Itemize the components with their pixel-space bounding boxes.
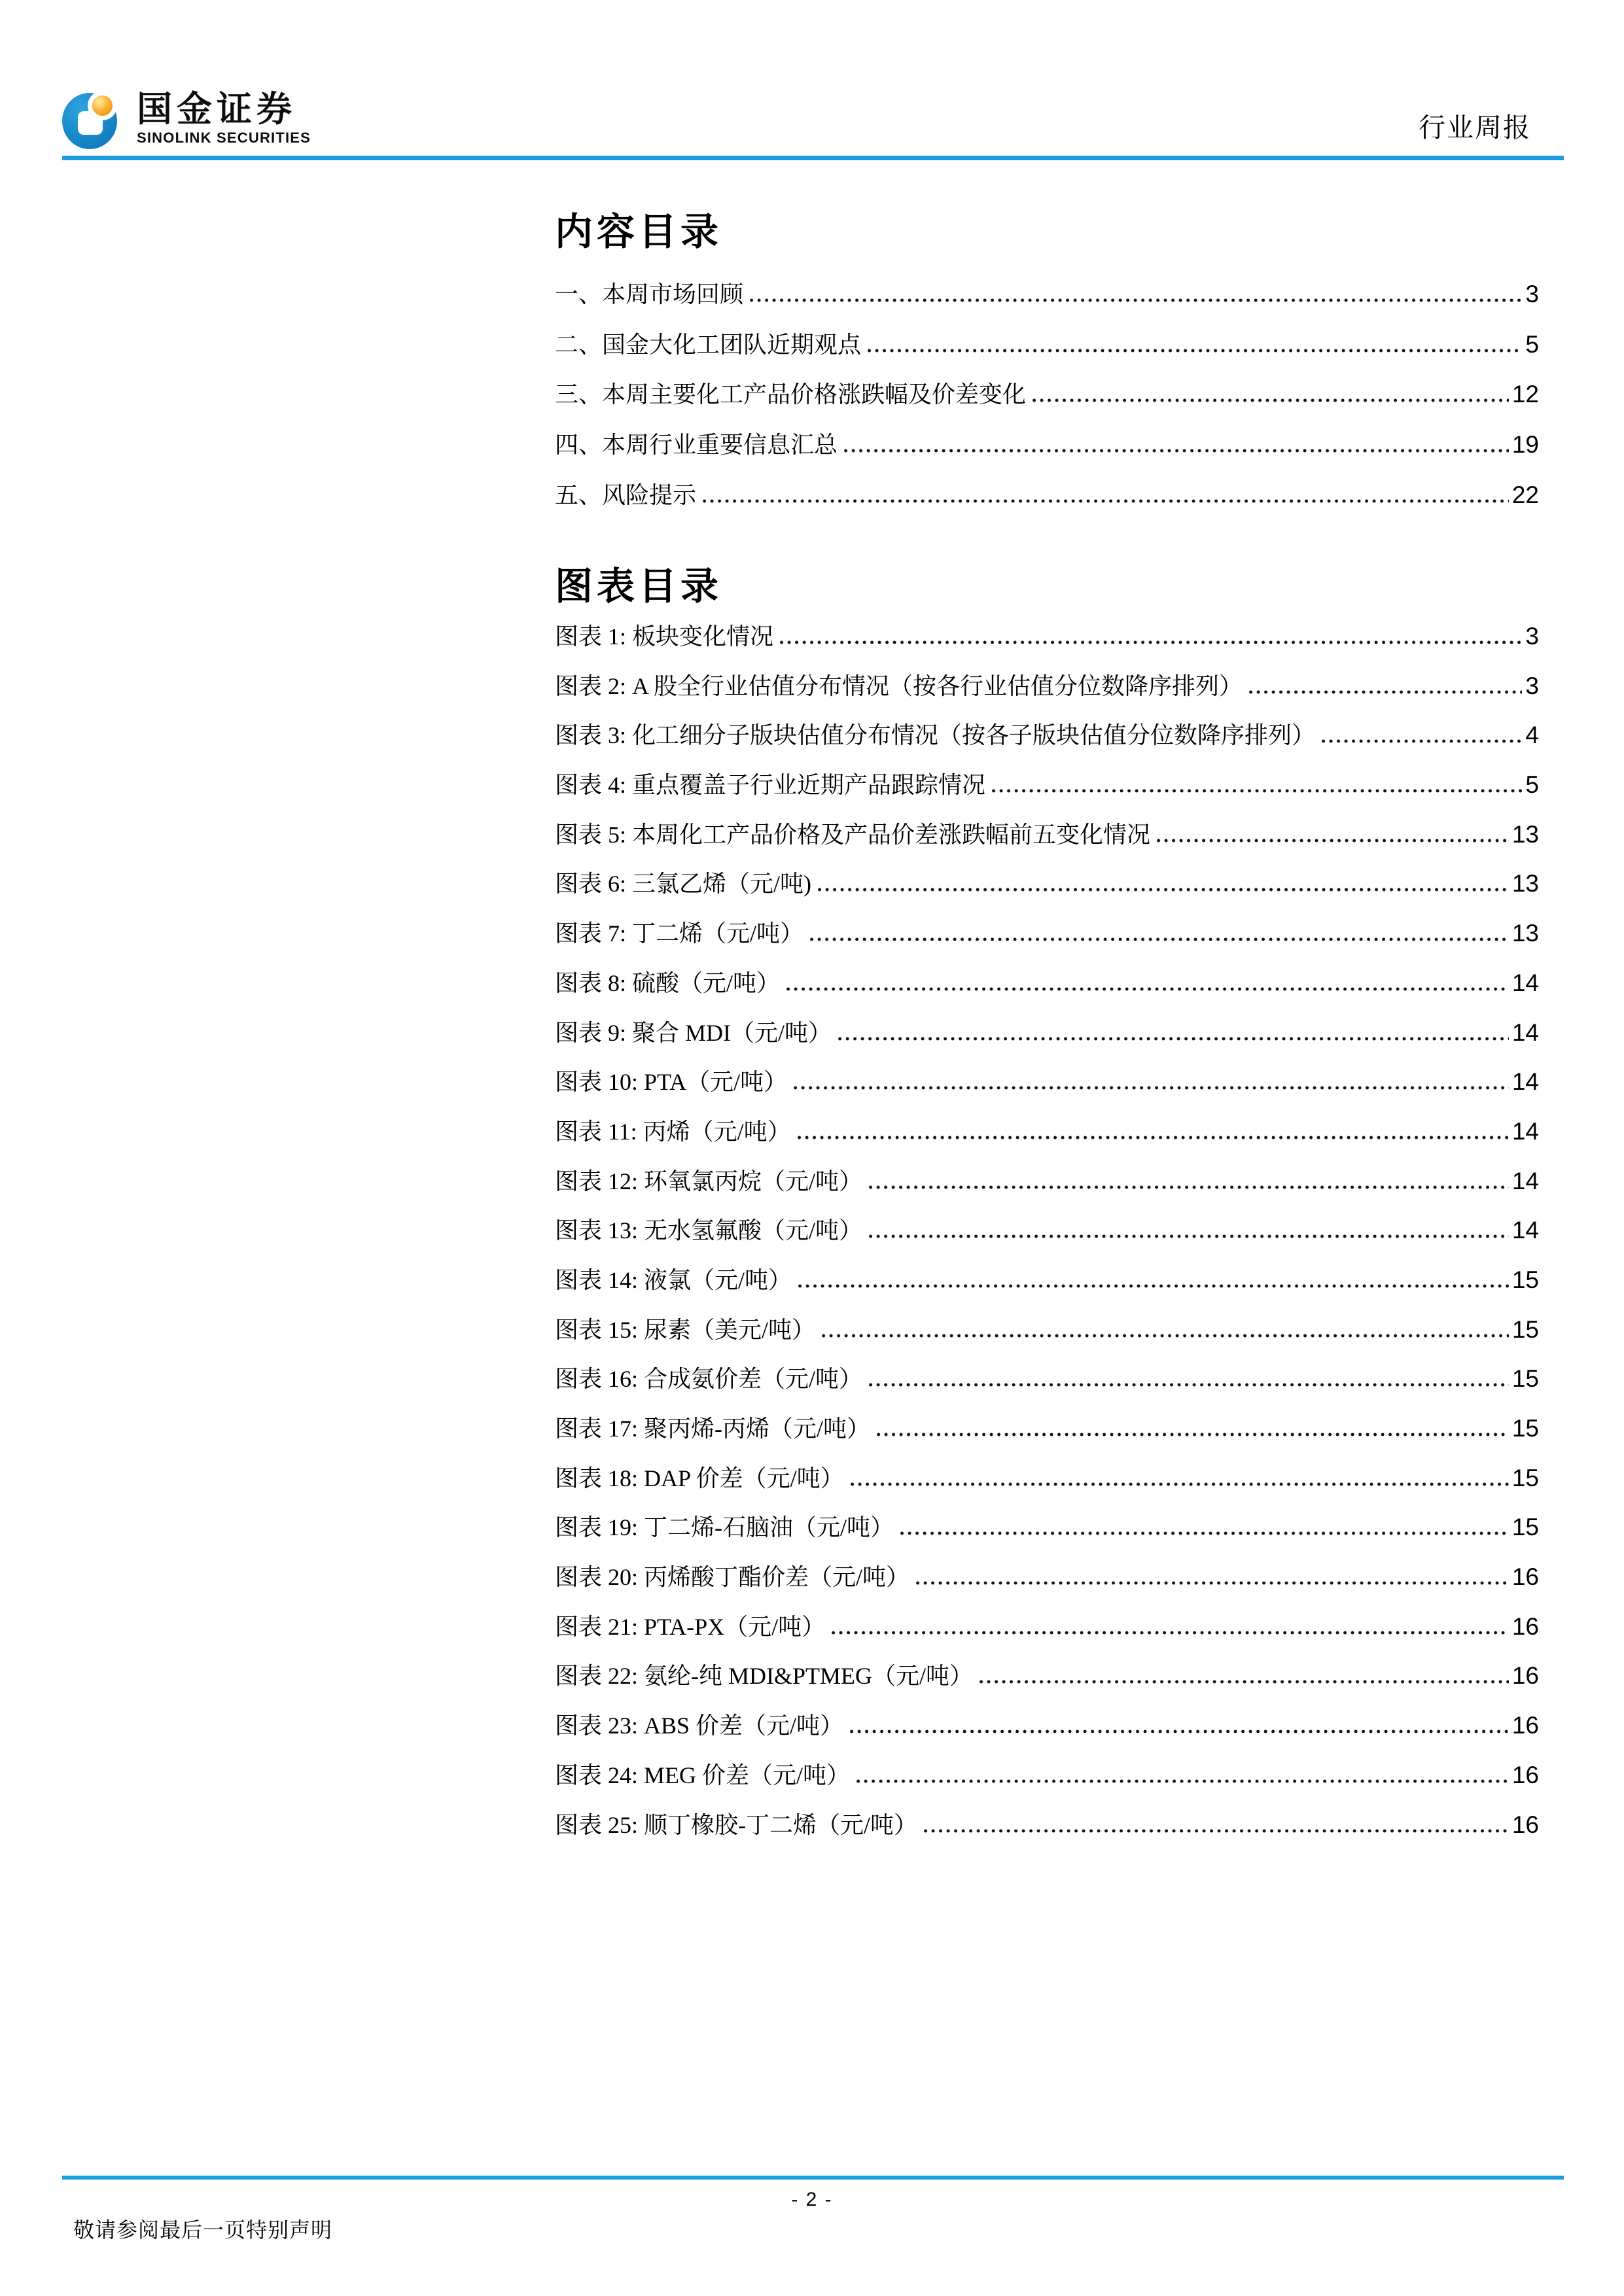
figure-entry-label: 图表 14: 液氯（元/吨） (555, 1266, 792, 1293)
toc-entry-label: 三、本周主要化工产品价格涨跌幅及价差变化 (555, 381, 1027, 408)
figure-entry[interactable] (555, 1354, 1539, 1404)
toc-entry[interactable] (555, 270, 1539, 320)
figure-entry-label: 图表 22: 氨纶-纯 MDI&PTMEG（元/吨） (555, 1663, 974, 1690)
figure-entry-label: 图表 10: PTA（元/吨） (555, 1069, 788, 1096)
figure-entry-label: 图表 13: 无水氢氟酸（元/吨） (555, 1217, 863, 1244)
toc-entry[interactable] (555, 470, 1539, 521)
figure-entry-page: 16 (1511, 1662, 1539, 1690)
figure-entry-label: 图表 15: 尿素（美元/吨） (555, 1316, 816, 1343)
figure-entry-page: 3 (1525, 672, 1539, 699)
figure-entry[interactable] (555, 1750, 1539, 1800)
figure-entry-page: 14 (1511, 1018, 1539, 1046)
dot-leader (877, 1432, 1509, 1437)
toc-entry-page: 3 (1525, 281, 1539, 307)
figure-entry-page: 14 (1511, 1167, 1539, 1194)
figure-entry-label: 图表 19: 丁二烯-石脑油（元/吨） (555, 1514, 894, 1541)
figure-entry[interactable] (555, 612, 1539, 661)
figure-entry-page: 13 (1511, 870, 1539, 897)
figure-entry[interactable] (555, 1552, 1539, 1602)
dot-leader (1033, 398, 1509, 403)
toc-entry-page: 19 (1511, 431, 1539, 459)
figure-entry-label: 图表 6: 三氯乙烯（元/吨) (555, 871, 811, 897)
dot-leader (924, 1828, 1509, 1834)
figure-entry[interactable] (555, 661, 1539, 711)
dot-leader (798, 1135, 1509, 1140)
figure-entry-page: 5 (1525, 771, 1539, 799)
figure-entry[interactable] (555, 1157, 1539, 1206)
figure-entry[interactable] (555, 760, 1539, 810)
figure-entry-page: 14 (1511, 1117, 1539, 1145)
figure-entry-label: 图表 20: 丙烯酸丁酯价差（元/吨） (555, 1564, 910, 1591)
figure-entry[interactable] (555, 1107, 1539, 1157)
report-type-label: 行业周报 (1419, 113, 1531, 143)
figure-entry-label: 图表 18: DAP 价差（元/吨） (555, 1465, 844, 1491)
figure-entry-page: 14 (1511, 1068, 1539, 1096)
toc-entry[interactable] (555, 370, 1539, 420)
figure-entry-page: 3 (1525, 623, 1539, 650)
toc-entry-page: 22 (1511, 481, 1539, 508)
dot-leader (780, 640, 1522, 645)
figure-entry-label: 图表 16: 合成氨价差（元/吨） (555, 1366, 863, 1393)
figure-entry[interactable] (555, 958, 1539, 1008)
dot-leader (703, 498, 1509, 504)
figure-entry[interactable] (555, 1701, 1539, 1750)
dot-leader (832, 1630, 1509, 1635)
dot-leader (850, 1729, 1509, 1734)
toc-title: 内容目录 (555, 211, 723, 253)
toc-entry-label: 五、风险提示 (555, 481, 697, 508)
dot-leader (844, 448, 1509, 453)
dot-leader (798, 1283, 1509, 1289)
dot-leader (810, 937, 1509, 942)
figure-entry-label: 图表 2: A 股全行业估值分布情况（按各行业估值分位数降序排列） (555, 672, 1243, 699)
figure-entry-page: 15 (1511, 1514, 1539, 1541)
dot-leader (980, 1679, 1509, 1684)
figure-entry[interactable] (555, 810, 1539, 860)
figure-entry-page: 16 (1511, 1761, 1539, 1788)
figure-entry-label: 图表 12: 环氧氯丙烷（元/吨） (555, 1168, 863, 1194)
figure-entry-label: 图表 24: MEG 价差（元/吨） (555, 1762, 851, 1788)
toc-entry[interactable] (555, 420, 1539, 470)
dot-leader (1249, 689, 1522, 695)
figure-entry-page: 14 (1511, 1217, 1539, 1244)
page-number: - 2 - (791, 2189, 833, 2210)
figure-entry[interactable] (555, 909, 1539, 958)
figure-entry-label: 图表 4: 重点覆盖子行业近期产品跟踪情况 (555, 772, 986, 799)
sinolink-logo-icon (62, 90, 122, 150)
dot-leader (838, 1036, 1509, 1041)
figure-entry-label: 图表 25: 顺丁橡胶-丁二烯（元/吨） (555, 1811, 917, 1838)
figure-entry-page: 15 (1511, 1315, 1539, 1343)
toc-list (555, 270, 1539, 520)
figure-entry-label: 图表 7: 丁二烯（元/吨） (555, 920, 804, 947)
dot-leader (794, 1085, 1509, 1090)
figure-entry[interactable] (555, 1255, 1539, 1305)
figure-entry[interactable] (555, 1305, 1539, 1355)
dot-leader (856, 1779, 1509, 1784)
toc-entry[interactable] (555, 320, 1539, 370)
figure-entry-page: 16 (1511, 1811, 1539, 1838)
figure-entry-label: 图表 9: 聚合 MDI（元/吨） (555, 1019, 832, 1046)
figure-entry[interactable] (555, 1404, 1539, 1453)
figure-entry-page: 15 (1511, 1464, 1539, 1491)
dot-leader (900, 1531, 1509, 1536)
figure-entry-page: 15 (1511, 1415, 1539, 1442)
dot-leader (868, 348, 1522, 353)
figure-entry[interactable] (555, 1602, 1539, 1652)
logo-ball-shape (92, 96, 113, 116)
toc-entry-label: 四、本周行业重要信息汇总 (555, 432, 838, 459)
figure-entry-label: 图表 17: 聚丙烯-丙烯（元/吨） (555, 1416, 870, 1442)
dot-leader (1157, 838, 1509, 843)
figure-entry[interactable] (555, 1800, 1539, 1850)
dot-leader (869, 1382, 1509, 1387)
figure-entry[interactable] (555, 710, 1539, 760)
dot-leader (786, 986, 1509, 992)
logo-text-block (137, 90, 311, 147)
figure-entry[interactable] (555, 859, 1539, 909)
toc-entry-label: 一、本周市场回顾 (555, 281, 744, 307)
figure-entry[interactable] (555, 1057, 1539, 1107)
dot-leader (818, 887, 1509, 892)
dot-leader (869, 1185, 1509, 1190)
toc-entry-page: 12 (1511, 381, 1539, 408)
figure-entry-page: 4 (1525, 722, 1539, 749)
footer-disclaimer: 敬请参阅最后一页特别声明 (73, 2218, 333, 2242)
figure-entry[interactable] (555, 1206, 1539, 1255)
figure-entry-label: 图表 11: 丙烯（元/吨） (555, 1118, 791, 1145)
figure-entry-label: 图表 3: 化工细分子版块估值分布情况（按各子版块估值分位数降序排列） (555, 722, 1316, 749)
dot-leader (992, 788, 1522, 793)
toc-entry-label: 二、国金大化工团队近期观点 (555, 331, 862, 358)
figure-entry-page: 15 (1511, 1365, 1539, 1393)
toc-entry-page: 5 (1525, 330, 1539, 358)
logo-name-cn: 国金证券 (137, 90, 296, 129)
figure-entry[interactable] (555, 1453, 1539, 1503)
dot-leader (750, 298, 1522, 303)
sinolink-logo (62, 90, 311, 150)
figure-entry-page: 16 (1511, 1563, 1539, 1591)
figure-entry-page: 13 (1511, 920, 1539, 947)
dot-leader (869, 1234, 1509, 1239)
figure-entry-page: 16 (1511, 1712, 1539, 1739)
figure-entry-label: 图表 21: PTA-PX（元/吨） (555, 1613, 826, 1640)
figure-entry-page: 16 (1511, 1612, 1539, 1640)
figure-entry-page: 13 (1511, 820, 1539, 848)
footer-divider (62, 2176, 1564, 2180)
figure-entry[interactable] (555, 1008, 1539, 1058)
dot-leader (851, 1482, 1509, 1487)
figure-entry-label: 图表 8: 硫酸（元/吨） (555, 969, 781, 996)
figure-entry-label: 图表 23: ABS 价差（元/吨） (555, 1713, 844, 1739)
logo-name-en: SINOLINK SECURITIES (137, 130, 311, 146)
figure-entry-label: 图表 1: 板块变化情况 (555, 623, 774, 650)
figure-entry[interactable] (555, 1651, 1539, 1701)
figure-entry-page: 14 (1511, 969, 1539, 996)
dot-leader (1322, 739, 1522, 744)
dot-leader (916, 1580, 1509, 1586)
figure-entry[interactable] (555, 1503, 1539, 1552)
figure-entry-page: 15 (1511, 1266, 1539, 1293)
figure-directory-list (555, 612, 1539, 1849)
header-divider (62, 156, 1564, 160)
dot-leader (822, 1333, 1509, 1338)
figure-entry-label: 图表 5: 本周化工产品价格及产品价差涨跌幅前五变化情况 (555, 821, 1151, 848)
figure-directory-title: 图表目录 (555, 565, 723, 608)
